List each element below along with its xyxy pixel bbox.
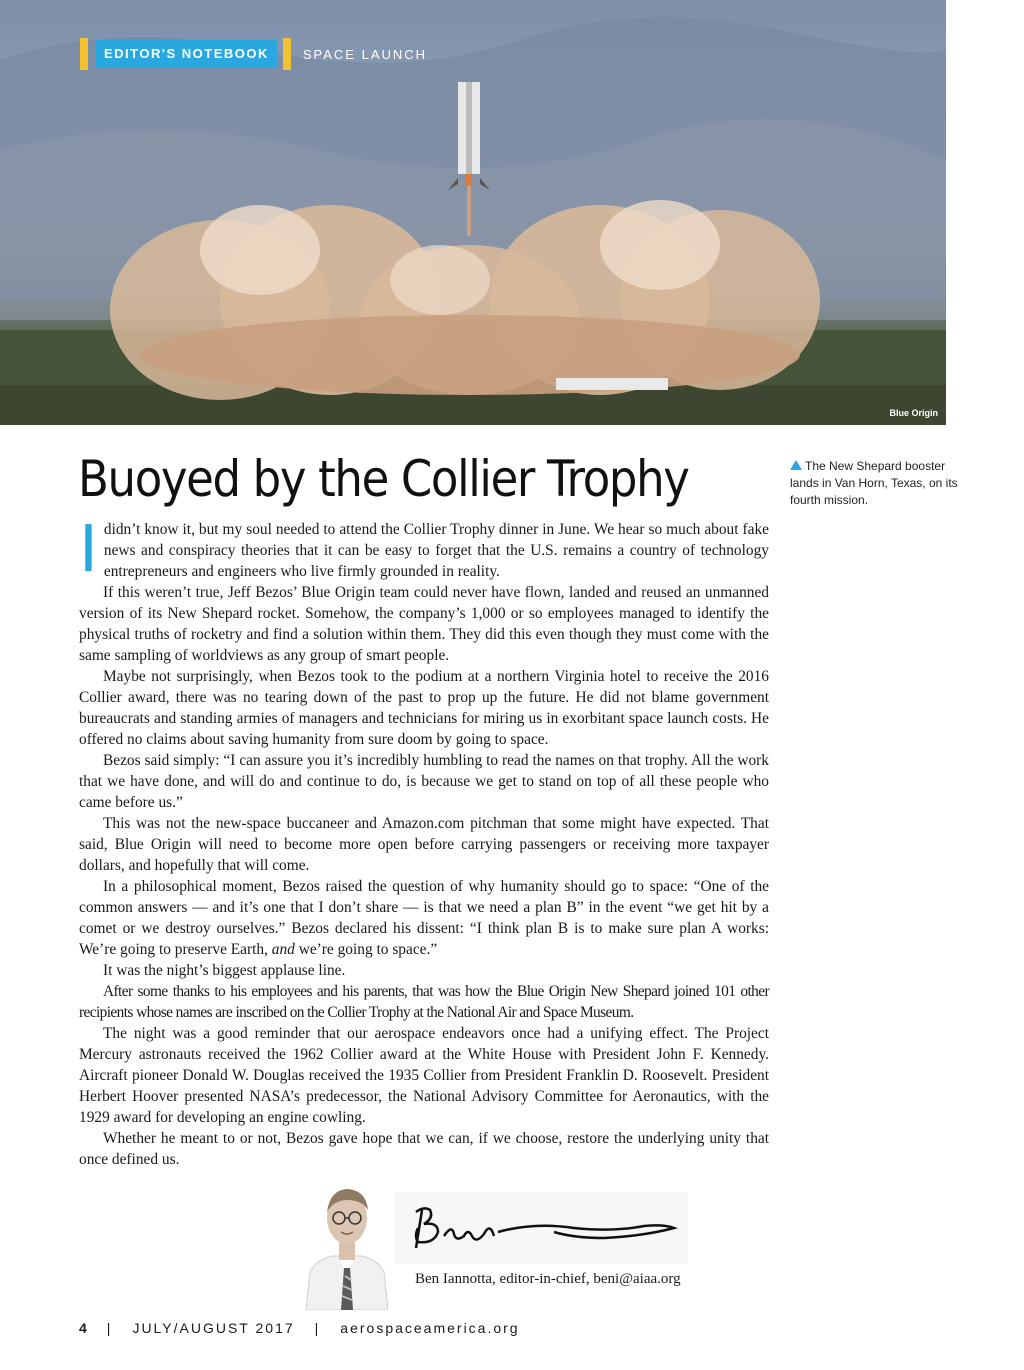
article-paragraph: I didn’t know it, but my soul needed to attend the Collier Trophy dinner in June. We hear so much about fake news and conspiracy theories that it can be easy to forget that the U.S. remains a country of technology entrepreneurs and engineers who live firmly grounded in reality. <box>79 513 769 587</box>
article-paragraph: In a philosophical moment, Bezos raised the question of why humanity should go to space: “One of the common answers — and it’s one that I don’t share — is that we need a plan B” in the event “we get hit by a comet or we destroy ourselves.” Bezos declared his dissent: “I think plan B is to make sure plan A works: We’re going to preserve Earth, and we’re going to space.” <box>79 878 769 958</box>
article-paragraph: Bezos said simply: “I can assure you it’s incredibly humbling to read the names on that trophy. All the work that we have done, and will do and continue to do, is because we get to stand on top of all these people who came before us.” <box>79 752 769 811</box>
article-paragraph: Whether he meant to or not, Bezos gave hope that we can, if we choose, restore the underlying unity that once defined us. <box>79 1130 769 1168</box>
footer-separator: | <box>106 1320 113 1336</box>
issue-date: JULY/AUGUST 2017 <box>132 1320 295 1336</box>
author-portrait <box>306 1180 388 1310</box>
article-paragraph: It was the night’s biggest applause line. <box>103 962 346 979</box>
hero-photo <box>0 0 946 425</box>
article-paragraph: The night was a good reminder that our aerospace endeavors once had a unifying effect. The Project Mercury astronauts received the 1962 Collier award at the White House with President John F. Kennedy. Aircraft pioneer Donald W. Douglas received the 1935 Collier from President Franklin D. Roosevelt. President Herbert Hoover presented NASA’s predecessor, the National Advisory Committee for Aeronautics, with the 1929 award for developing an engine cowling. <box>79 1025 769 1126</box>
footer-separator: | <box>314 1320 321 1336</box>
article-paragraph: If this weren’t true, Jeff Bezos’ Blue Origin team could never have flown, landed and reused an unmanned version of its New Shepard rocket. Somehow, the company’s 1,000 or so employees managed to identify the physical truths of rocketry and find a solution within them. They did this even though they must come with the same sampling of worldviews as any group of smart people. <box>79 584 769 664</box>
section-topic: SPACE LAUNCH <box>302 46 428 62</box>
caption-triangle-icon <box>790 460 802 470</box>
signature-mark <box>394 1192 688 1264</box>
article-paragraph: After some thanks to his employees and his parents, that was how the Blue Origin New Shepard joined 101 other recipients whose names are inscribed on the Collier Trophy at the National Air and Space Museum. <box>79 983 769 1021</box>
section-accent-bar <box>80 38 88 70</box>
drop-cap: I <box>79 513 98 587</box>
site-url: aerospaceamerica.org <box>340 1320 520 1336</box>
page-number: 4 <box>79 1320 87 1336</box>
caption-text: The New Shepard booster lands in Van Horn, Texas, on its fourth mission. <box>790 459 958 507</box>
section-accent-bar-right <box>283 38 291 70</box>
article-body <box>79 513 769 1170</box>
photo-credit: Blue Origin <box>889 408 938 418</box>
section-header <box>80 38 427 70</box>
article-paragraph: This was not the new-space buccaneer and Amazon.com pitchman that some might have expected. That said, Blue Origin will need to become more open before carrying passengers or receiving more taxpayer dollars, and hopefully that will come. <box>79 815 769 874</box>
article-paragraph: Maybe not surprisingly, when Bezos took to the podium at a northern Virginia hotel to receive the 2016 Collier award, there was no tearing down of the past to prop up the future. He did not blame government bureaucrats and standing armies of managers and technicians for miring us in exorbitant space launch costs. He offered no claims about saving humanity from sure doom by going to space. <box>79 668 769 748</box>
signature-image <box>394 1192 688 1264</box>
section-tag: EDITOR'S NOTEBOOK <box>96 40 277 68</box>
page-footer <box>79 1320 520 1336</box>
editor-signoff: Ben Iannotta, editor-in-chief, beni@aiaa.org <box>415 1271 681 1287</box>
photo-caption <box>790 458 960 509</box>
article-title: Buoyed by the Collier Trophy <box>78 450 689 508</box>
